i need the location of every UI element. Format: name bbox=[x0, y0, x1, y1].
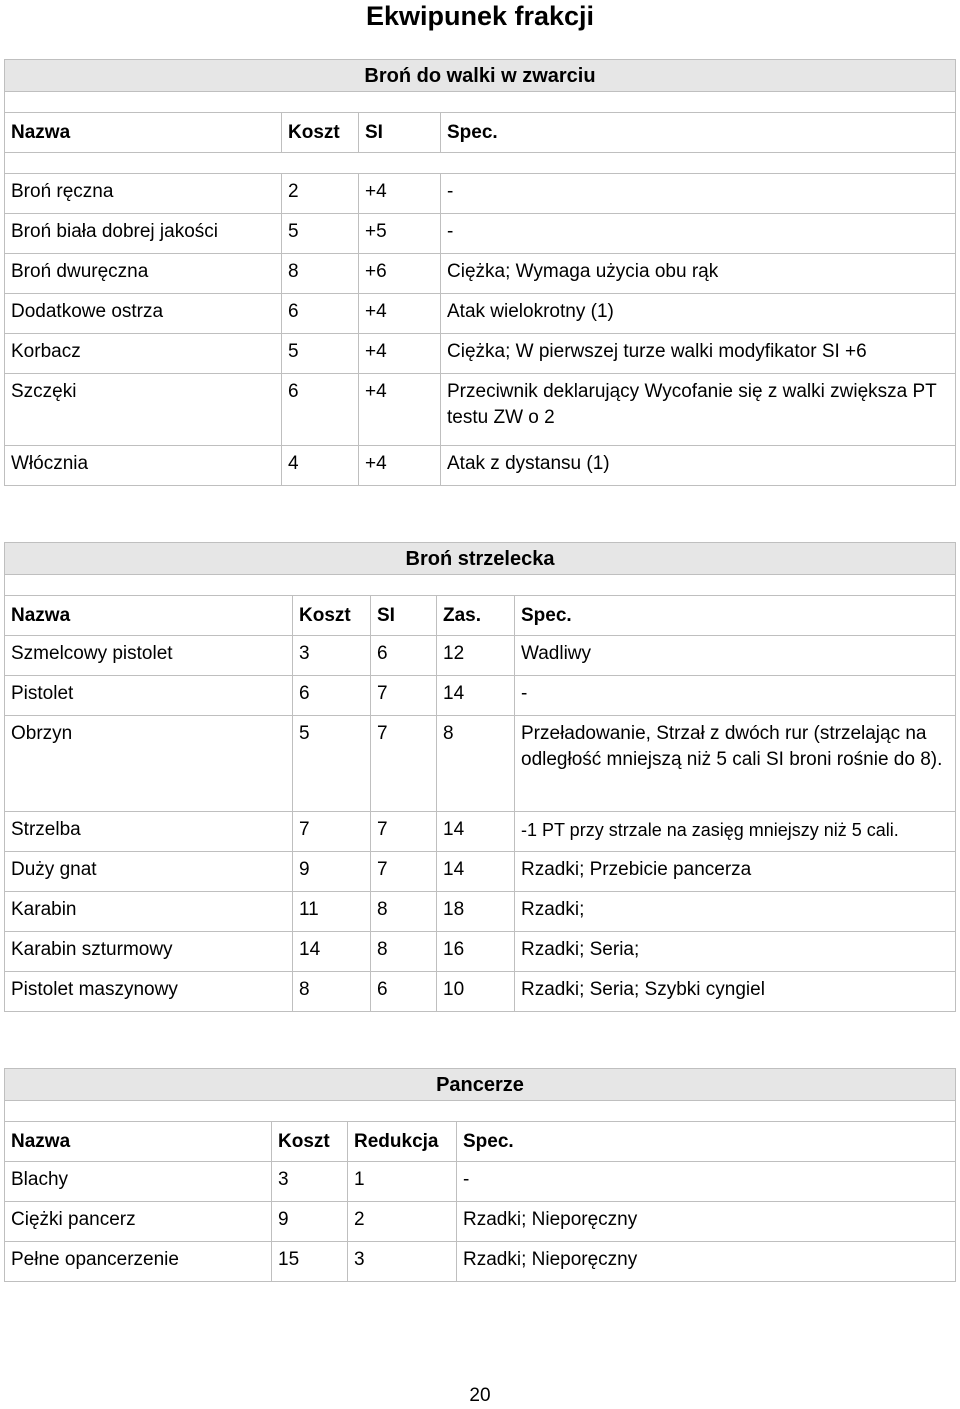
table-cell: +4 bbox=[359, 446, 441, 486]
table-cell: Korbacz bbox=[5, 334, 282, 374]
table-cell: 14 bbox=[437, 852, 515, 892]
column-header: Koszt bbox=[272, 1122, 348, 1162]
table-cell: Rzadki; Seria; Szybki cyngiel bbox=[515, 972, 956, 1012]
table-row bbox=[5, 716, 956, 812]
table-cell: Atak z dystansu (1) bbox=[441, 446, 956, 486]
table-cell: 1 bbox=[348, 1162, 457, 1202]
table-cell: 9 bbox=[272, 1202, 348, 1242]
table-row bbox=[5, 254, 956, 294]
column-header: SI bbox=[359, 113, 441, 153]
table-cell: 7 bbox=[371, 716, 437, 812]
table-row bbox=[5, 1242, 956, 1282]
spacer-row bbox=[5, 92, 956, 113]
table-cell: 6 bbox=[282, 374, 359, 446]
column-header: Spec. bbox=[441, 113, 956, 153]
table-row bbox=[5, 932, 956, 972]
table-cell: Broń dwuręczna bbox=[5, 254, 282, 294]
table-row bbox=[5, 852, 956, 892]
table-cell: +4 bbox=[359, 334, 441, 374]
spacer-row bbox=[5, 575, 956, 596]
table-row bbox=[5, 676, 956, 716]
column-header: Spec. bbox=[515, 596, 956, 636]
table-cell: +4 bbox=[359, 174, 441, 214]
table-row bbox=[5, 892, 956, 932]
table-cell: Karabin bbox=[5, 892, 293, 932]
spacer-row bbox=[5, 1101, 956, 1122]
column-header: Redukcja bbox=[348, 1122, 457, 1162]
armor-section-title: Pancerze bbox=[5, 1069, 956, 1101]
section-header-row bbox=[5, 543, 956, 575]
table-cell: Duży gnat bbox=[5, 852, 293, 892]
table-row bbox=[5, 636, 956, 676]
table-cell: Szmelcowy pistolet bbox=[5, 636, 293, 676]
table-cell: Włócznia bbox=[5, 446, 282, 486]
table-cell: Broń ręczna bbox=[5, 174, 282, 214]
table-cell: Ciężka; W pierwszej turze walki modyfikator SI +6 bbox=[441, 334, 956, 374]
table-cell: +4 bbox=[359, 294, 441, 334]
table-cell: 9 bbox=[293, 852, 371, 892]
table-cell: 14 bbox=[437, 676, 515, 716]
table-row bbox=[5, 214, 956, 254]
column-header: Koszt bbox=[282, 113, 359, 153]
table-cell: 5 bbox=[282, 334, 359, 374]
table-header-row bbox=[5, 113, 956, 153]
table-cell: 3 bbox=[272, 1162, 348, 1202]
table-cell: 5 bbox=[282, 214, 359, 254]
table-cell: Pełne opancerzenie bbox=[5, 1242, 272, 1282]
table-cell: 5 bbox=[293, 716, 371, 812]
table-cell: Rzadki; Nieporęczny bbox=[457, 1242, 956, 1282]
table-cell: 7 bbox=[371, 852, 437, 892]
table-cell: 7 bbox=[371, 676, 437, 716]
table-cell: Szczęki bbox=[5, 374, 282, 446]
melee-weapons-table bbox=[4, 59, 956, 486]
table-row bbox=[5, 972, 956, 1012]
table-cell: Dodatkowe ostrza bbox=[5, 294, 282, 334]
table-cell: Przeładowanie, Strzał z dwóch rur (strzelając na odległość mniejszą niż 5 cali SI broni rośnie do 8). bbox=[515, 716, 956, 812]
table-cell: Pistolet maszynowy bbox=[5, 972, 293, 1012]
table-row bbox=[5, 1202, 956, 1242]
table-header-row bbox=[5, 1122, 956, 1162]
table-cell: Ciężka; Wymaga użycia obu rąk bbox=[441, 254, 956, 294]
table-cell: 4 bbox=[282, 446, 359, 486]
table-row bbox=[5, 374, 956, 446]
table-cell: 15 bbox=[272, 1242, 348, 1282]
table-row bbox=[5, 294, 956, 334]
table-cell: -1 PT przy strzale na zasięg mniejszy niż 5 cali. bbox=[515, 812, 956, 852]
column-header: Zas. bbox=[437, 596, 515, 636]
section-header-row bbox=[5, 60, 956, 92]
table-cell: Rzadki; bbox=[515, 892, 956, 932]
table-header-row bbox=[5, 596, 956, 636]
table-cell: 3 bbox=[293, 636, 371, 676]
table-cell: 8 bbox=[282, 254, 359, 294]
table-cell: 8 bbox=[437, 716, 515, 812]
table-cell: Rzadki; Nieporęczny bbox=[457, 1202, 956, 1242]
table-cell: Ciężki pancerz bbox=[5, 1202, 272, 1242]
table-cell: Blachy bbox=[5, 1162, 272, 1202]
table-cell: Pistolet bbox=[5, 676, 293, 716]
column-header: Spec. bbox=[457, 1122, 956, 1162]
column-header: Nazwa bbox=[5, 1122, 272, 1162]
ranged-section-title: Broń strzelecka bbox=[5, 543, 956, 575]
table-cell: Rzadki; Przebicie pancerza bbox=[515, 852, 956, 892]
table-row bbox=[5, 812, 956, 852]
table-cell: 12 bbox=[437, 636, 515, 676]
table-cell: 6 bbox=[282, 294, 359, 334]
table-cell: 2 bbox=[282, 174, 359, 214]
table-cell: Przeciwnik deklarujący Wycofanie się z walki zwiększa PT testu ZW o 2 bbox=[441, 374, 956, 446]
table-cell: 6 bbox=[371, 972, 437, 1012]
melee-section-title: Broń do walki w zwarciu bbox=[5, 60, 956, 92]
page-title: Ekwipunek frakcji bbox=[365, 1, 595, 31]
table-cell: 14 bbox=[437, 812, 515, 852]
section-header-row bbox=[5, 1069, 956, 1101]
table-cell: - bbox=[441, 174, 956, 214]
table-cell: - bbox=[457, 1162, 956, 1202]
table-cell: Obrzyn bbox=[5, 716, 293, 812]
column-header: Nazwa bbox=[5, 113, 282, 153]
table-cell: 8 bbox=[293, 972, 371, 1012]
column-header: Nazwa bbox=[5, 596, 293, 636]
table-cell: Broń biała dobrej jakości bbox=[5, 214, 282, 254]
table-cell: 3 bbox=[348, 1242, 457, 1282]
table-cell: 8 bbox=[371, 892, 437, 932]
table-row bbox=[5, 1162, 956, 1202]
table-row bbox=[5, 334, 956, 374]
table-cell: 16 bbox=[437, 932, 515, 972]
column-header: Koszt bbox=[293, 596, 371, 636]
spacer-row bbox=[5, 153, 956, 174]
table-row bbox=[5, 446, 956, 486]
table-cell: Rzadki; Seria; bbox=[515, 932, 956, 972]
table-cell: +5 bbox=[359, 214, 441, 254]
armor-table bbox=[4, 1068, 956, 1282]
page-number: 20 bbox=[469, 1385, 491, 1406]
table-cell: Karabin szturmowy bbox=[5, 932, 293, 972]
table-cell: 6 bbox=[371, 636, 437, 676]
table-cell: 14 bbox=[293, 932, 371, 972]
table-cell: 6 bbox=[293, 676, 371, 716]
table-cell: +4 bbox=[359, 374, 441, 446]
table-cell: Strzelba bbox=[5, 812, 293, 852]
table-cell: - bbox=[515, 676, 956, 716]
table-cell: 18 bbox=[437, 892, 515, 932]
table-row bbox=[5, 174, 956, 214]
column-header: SI bbox=[371, 596, 437, 636]
table-cell: 11 bbox=[293, 892, 371, 932]
table-cell: 10 bbox=[437, 972, 515, 1012]
table-cell: Atak wielokrotny (1) bbox=[441, 294, 956, 334]
table-cell: 7 bbox=[371, 812, 437, 852]
table-cell: 7 bbox=[293, 812, 371, 852]
table-cell: Wadliwy bbox=[515, 636, 956, 676]
table-cell: 2 bbox=[348, 1202, 457, 1242]
table-cell: - bbox=[441, 214, 956, 254]
table-cell: +6 bbox=[359, 254, 441, 294]
ranged-weapons-table bbox=[4, 542, 956, 1012]
table-cell: 8 bbox=[371, 932, 437, 972]
